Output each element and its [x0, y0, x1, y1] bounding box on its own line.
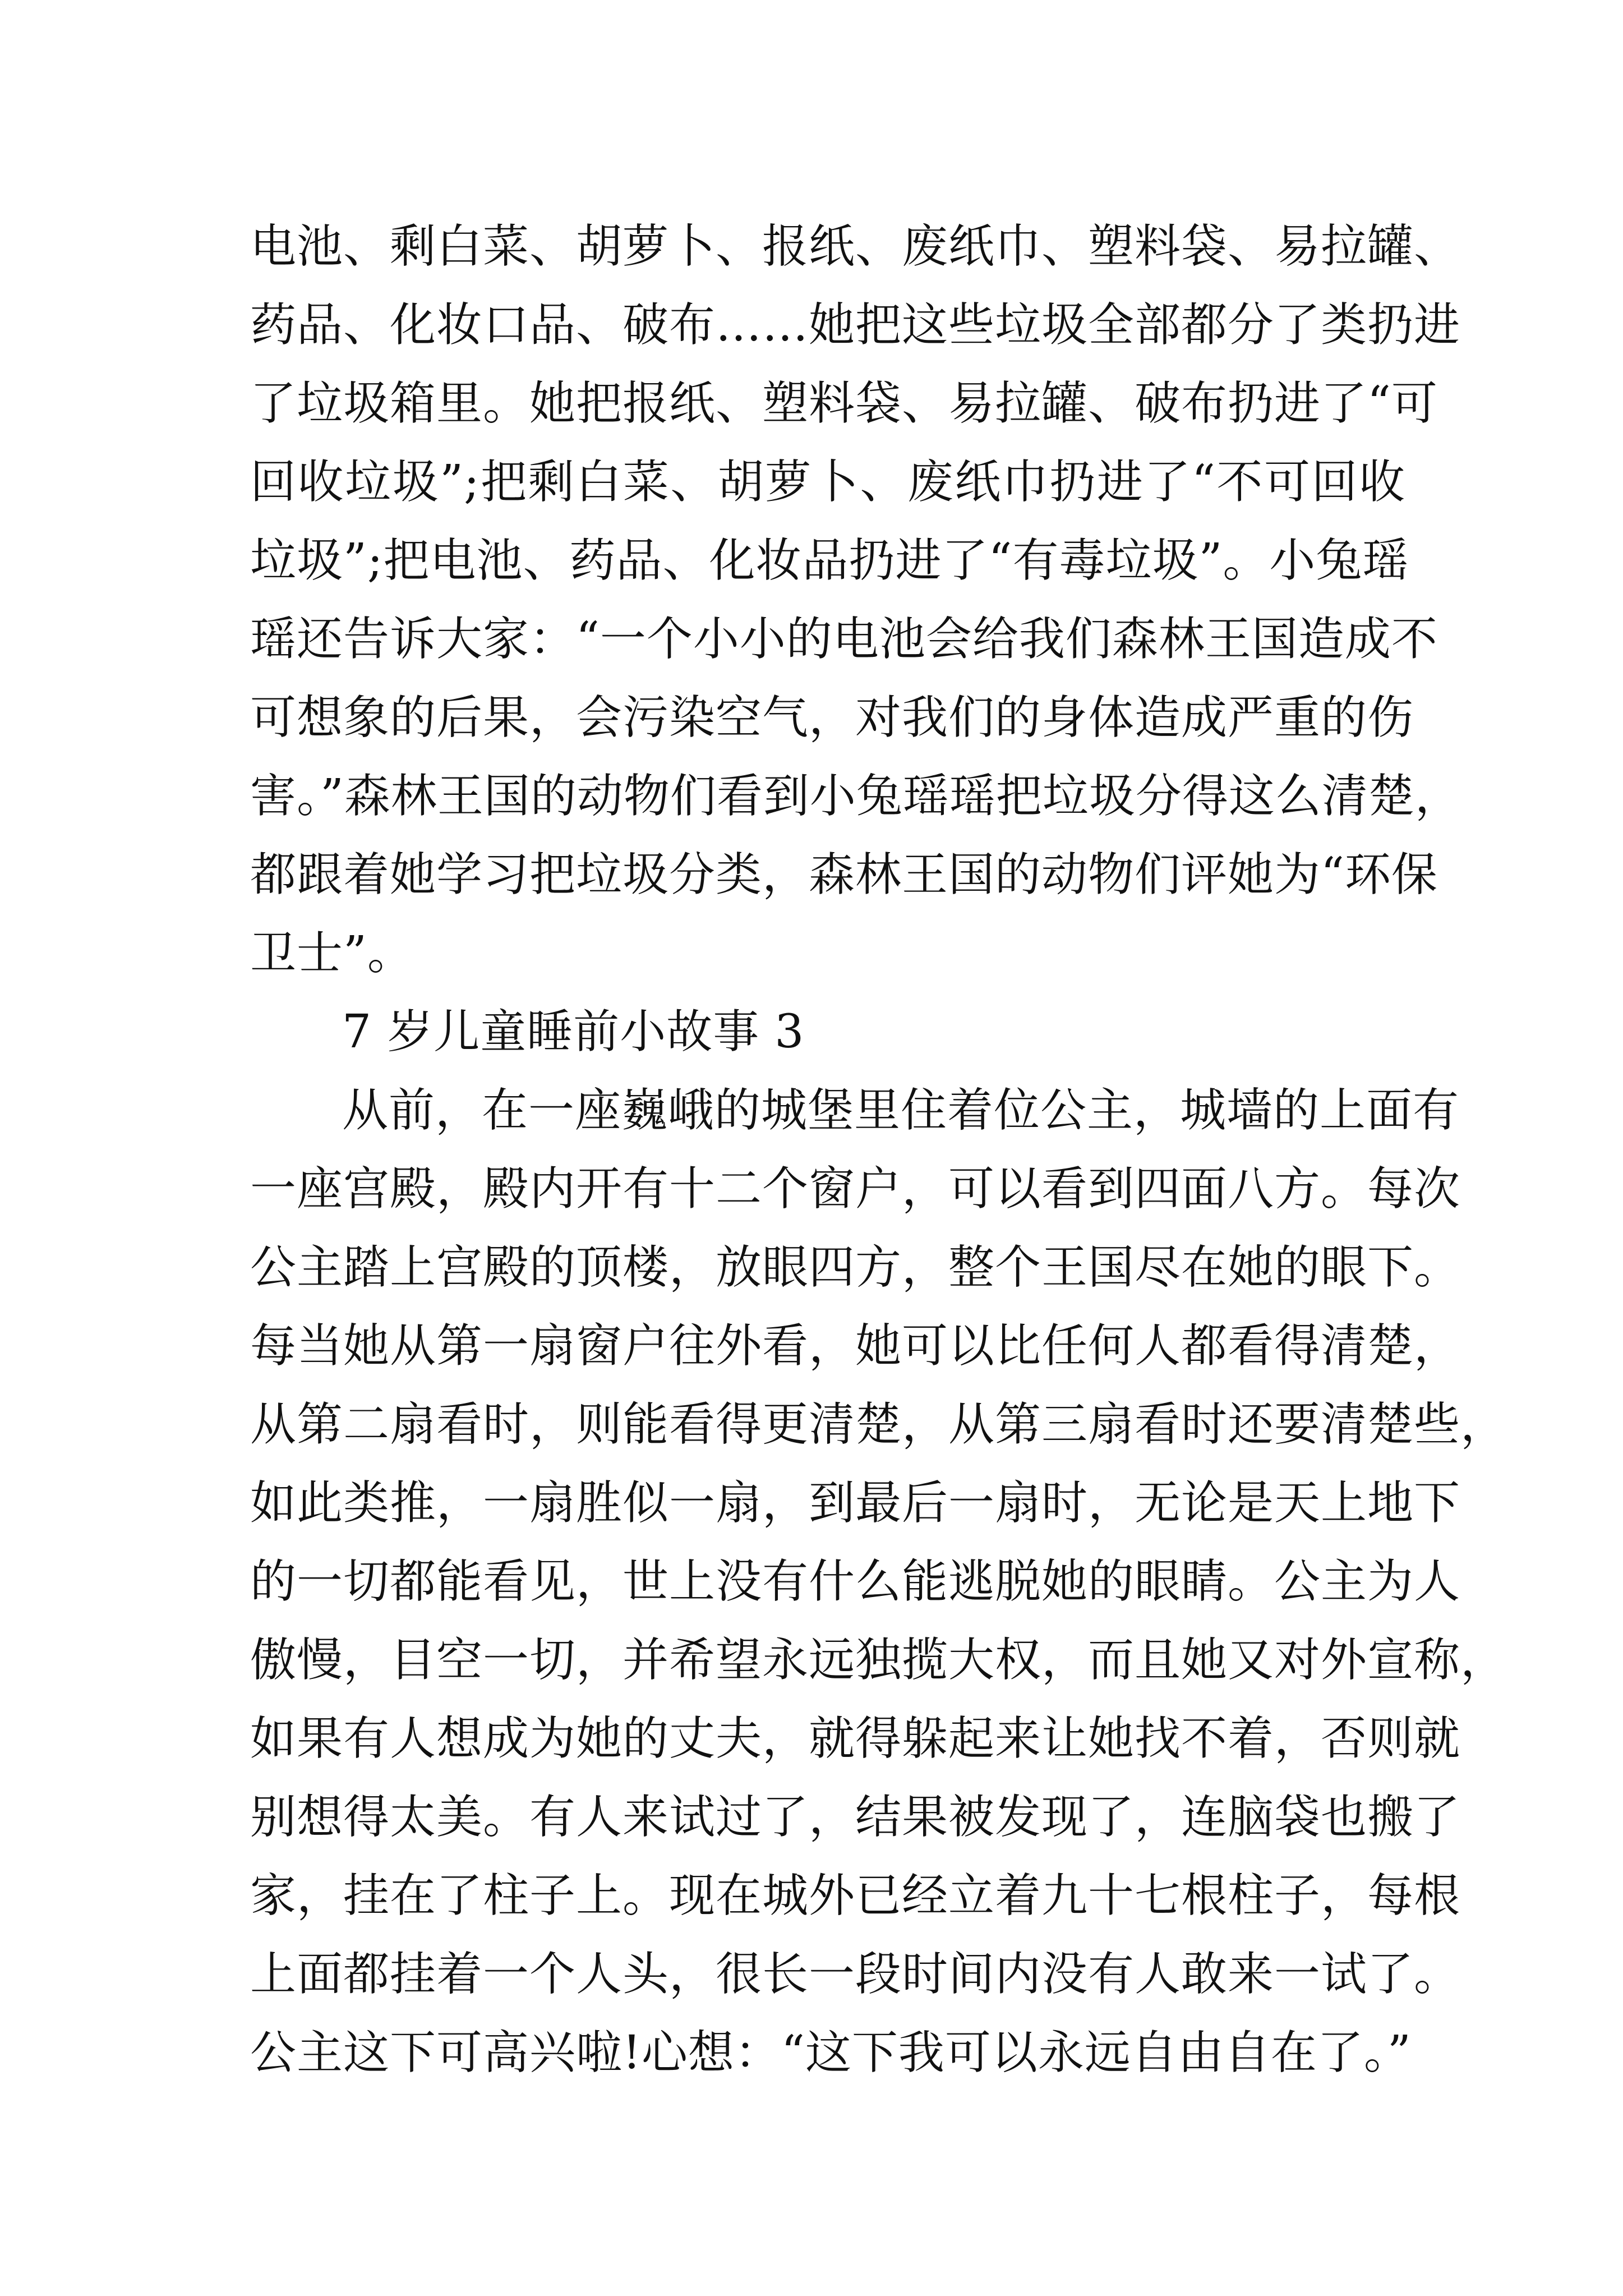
text-line: 害。”森林王国的动物们看到小兔瑶瑶把垃圾分得这么清楚，	[250, 770, 1461, 823]
text-line: 卫士”。	[250, 927, 414, 980]
text-line: 傲慢，目空一切，并希望永远独揽大权，而且她又对外宣称，	[250, 1634, 1507, 1687]
text-line: 如此类推，一扇胜似一扇，到最后一扇时，无论是天上地下	[250, 1476, 1461, 1530]
text-line: 公主这下可高兴啦!心想：“这下我可以永远自由自在了。”	[250, 2026, 1412, 2079]
text-line: 上面都挂着一个人头，很长一段时间内没有人敢来一试了。	[250, 1948, 1461, 2001]
text-line: 了垃圾箱里。她把报纸、塑料袋、易拉罐、破布扔进了“可	[250, 377, 1438, 430]
text-line: 都跟着她学习把垃圾分类，森林王国的动物们评她为“环保	[250, 848, 1438, 901]
text-line: 别想得太美。有人来试过了，结果被发现了，连脑袋也搬了	[250, 1791, 1461, 1844]
text-line: 可想象的后果，会污染空气，对我们的身体造成严重的伤	[250, 691, 1414, 744]
text-line: 每当她从第一扇窗户往外看，她可以比任何人都看得清楚，	[250, 1319, 1461, 1373]
text-line: 如果有人想成为她的丈夫，就得躲起来让她找不着，否则就	[250, 1712, 1461, 1765]
text-line: 家，挂在了柱子上。现在城外已经立着九十七根柱子，每根	[250, 1869, 1461, 1922]
text-line: 回收垃圾”;把剩白菜、胡萝卜、废纸巾扔进了“不可回收	[250, 455, 1405, 509]
text-line: 药品、化妆口品、破布……她把这些垃圾全部都分了类扔进	[250, 298, 1461, 352]
text-line: 从第二扇看时，则能看得更清楚，从第三扇看时还要清楚些，	[250, 1398, 1507, 1451]
text-block	[250, 208, 1507, 2092]
text-line: 一座宫殿，殿内开有十二个窗户，可以看到四面八方。每次	[250, 1162, 1461, 1216]
text-line: 电池、剩白菜、胡萝卜、报纸、废纸巾、塑料袋、易拉罐、	[250, 220, 1461, 273]
text-line: 垃圾”;把电池、药品、化妆品扔进了“有毒垃圾”。小兔瑶	[250, 534, 1409, 587]
text-line: 的一切都能看见，世上没有什么能逃脱她的眼睛。公主为人	[250, 1555, 1461, 1608]
paragraph-princess-story	[250, 1071, 1507, 2092]
text-line: 瑶还告诉大家：“一个小小的电池会给我们森林王国造成不	[250, 613, 1438, 666]
text-line: 从前，在一座巍峨的城堡里住着位公主，城墙的上面有	[342, 1084, 1460, 1137]
paragraph-garbage-sorting	[250, 208, 1461, 993]
section-heading: 7 岁儿童睡前小故事 3	[342, 1005, 805, 1059]
text-line: 公主踏上宫殿的顶楼，放眼四方，整个王国尽在她的眼下。	[250, 1241, 1461, 1294]
